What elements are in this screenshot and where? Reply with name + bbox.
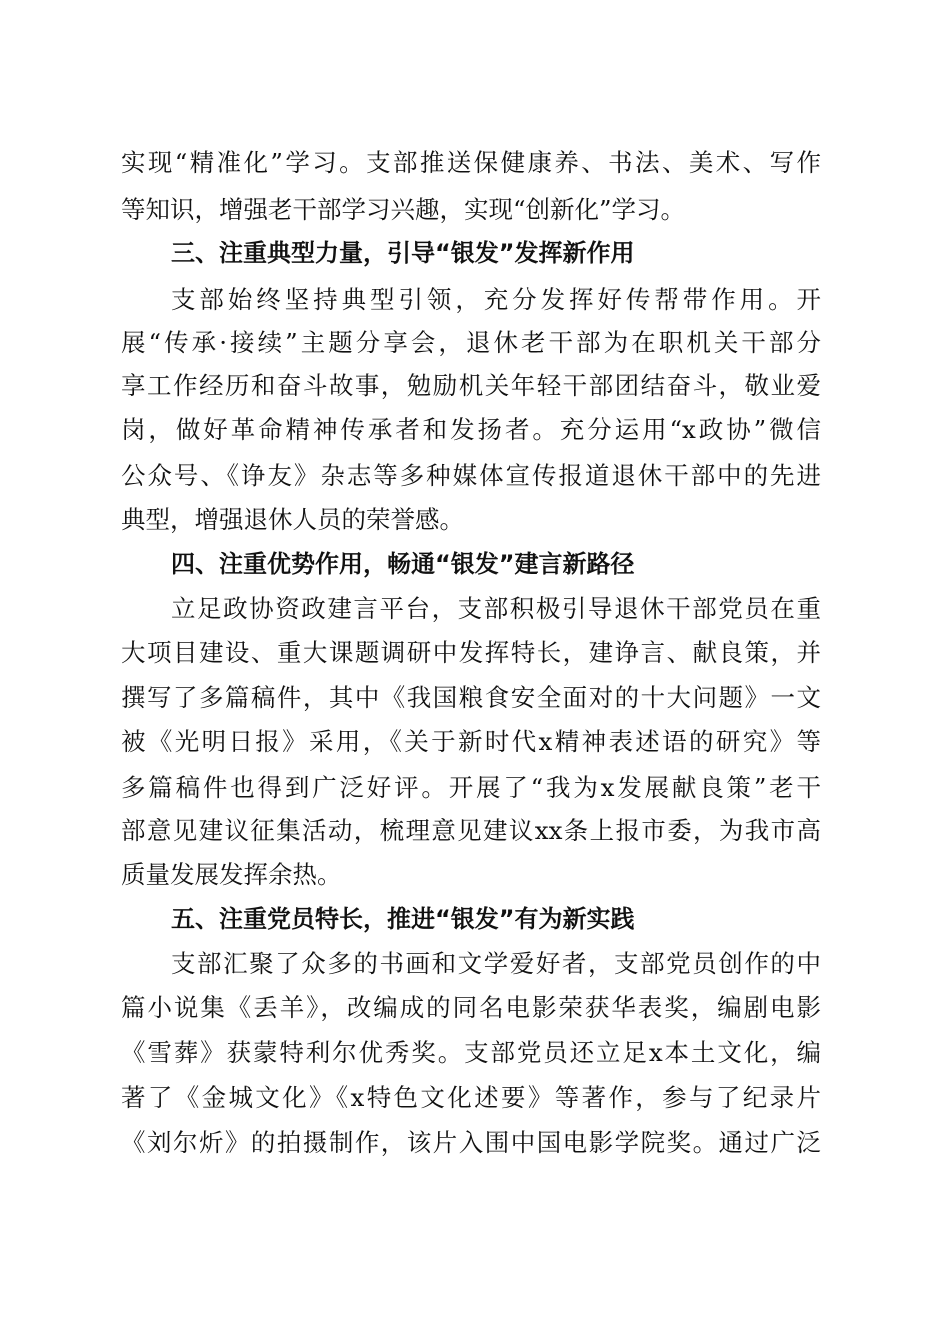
paragraph-line: 《雪葬》获蒙特利尔优秀奖。支部党员还立足x本土文化，编: [121, 1038, 821, 1067]
paragraph-line: 支部始终坚持典型引领，充分发挥好传帮带作用。开: [171, 285, 821, 314]
paragraph-line: 公众号、《诤友》杂志等多种媒体宣传报道退休干部中的先进: [121, 461, 821, 490]
paragraph-line: 等知识，增强老干部学习兴趣，实现“创新化”学习。: [121, 195, 686, 224]
paragraph-line: 岗，做好革命精神传承者和发扬者。充分运用“x政协”微信: [121, 415, 821, 444]
paragraph-line: 被《光明日报》采用，《关于新时代x精神表述语的研究》等: [121, 727, 821, 756]
paragraph-line: 撰写了多篇稿件，其中《我国粮食安全面对的十大问题》一文: [121, 683, 821, 712]
section-heading: 四、注重优势作用，畅通“银发”建言新路径: [171, 550, 635, 578]
paragraph-line: 部意见建议征集活动，梳理意见建议xx条上报市委，为我市高: [121, 816, 821, 845]
paragraph-line: 实现“精准化”学习。支部推送保健康养、书法、美术、写作: [121, 148, 821, 177]
paragraph-line: 立足政协资政建言平台，支部积极引导退休干部党员在重: [171, 594, 821, 623]
paragraph-line: 质量发展发挥余热。: [121, 860, 342, 889]
paragraph-line: 篇小说集《丢羊》，改编成的同名电影荣获华表奖，编剧电影: [121, 993, 821, 1022]
paragraph-line: 著了《金城文化》《x特色文化述要》等著作，参与了纪录片: [121, 1083, 821, 1112]
paragraph-line: 多篇稿件也得到广泛好评。开展了“我为x发展献良策”老干: [121, 773, 821, 802]
paragraph-line: 享工作经历和奋斗故事，勉励机关年轻干部团结奋斗，敬业爱: [121, 371, 821, 400]
paragraph-line: 展“传承·接续”主题分享会，退休老干部为在职机关干部分: [121, 328, 821, 357]
section-heading: 五、注重党员特长，推进“银发”有为新实践: [171, 905, 635, 933]
section-heading: 三、注重典型力量，引导“银发”发挥新作用: [171, 239, 635, 267]
paragraph-line: 典型，增强退休人员的荣誉感。: [121, 505, 464, 534]
paragraph-line: 《刘尔炘》的拍摄制作，该片入围中国电影学院奖。通过广泛: [121, 1128, 821, 1157]
paragraph-line: 大项目建设、重大课题调研中发挥特长，建诤言、献良策，并: [121, 638, 821, 667]
paragraph-line: 支部汇聚了众多的书画和文学爱好者，支部党员创作的中: [171, 949, 821, 978]
